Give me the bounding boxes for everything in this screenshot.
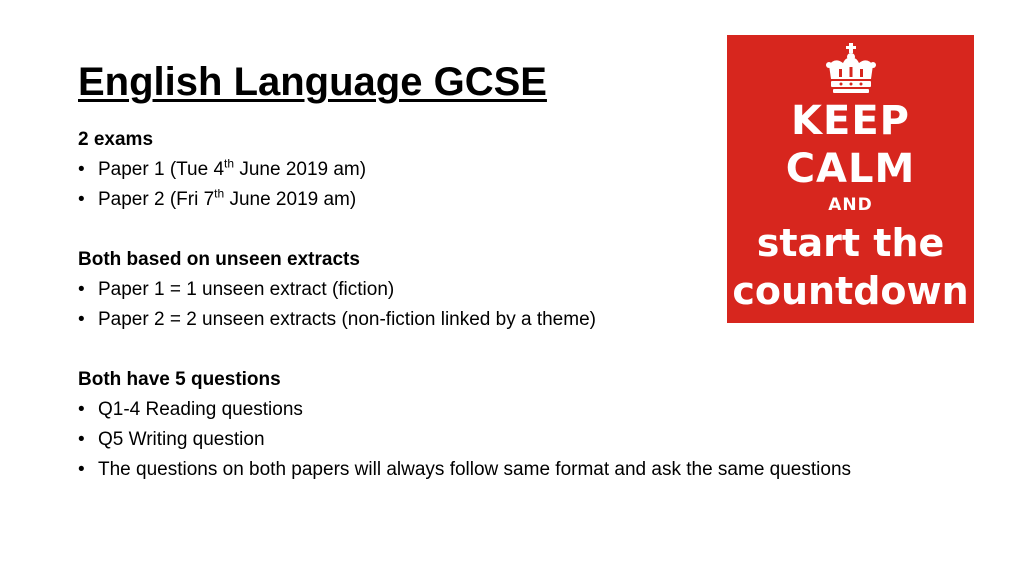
- section-heading-extracts: Both based on unseen extracts: [78, 249, 360, 270]
- crown-icon: [821, 43, 881, 95]
- list-item-text: June 2019 am): [234, 159, 367, 180]
- poster-line-countdown: countdown: [732, 269, 969, 313]
- list-item: • The questions on both papers will always follow same format and ask the same questions: [78, 455, 978, 485]
- poster-line-and: AND: [828, 195, 873, 215]
- list-item: • Paper 2 = 2 unseen extracts (non-fiction linked by a theme): [78, 305, 978, 335]
- section-heading-questions: Both have 5 questions: [78, 369, 281, 390]
- ordinal-suffix: th: [214, 186, 225, 201]
- poster-line-keep: KEEP: [791, 98, 910, 144]
- ordinal-suffix: th: [224, 156, 235, 171]
- list-item: • Q5 Writing question: [78, 425, 978, 455]
- poster-line-start: start the: [756, 221, 945, 265]
- section-heading-exams: 2 exams: [78, 129, 154, 150]
- spacer: [78, 335, 978, 365]
- keep-calm-poster: [727, 35, 974, 323]
- list-item-text: June 2019 am): [224, 189, 357, 210]
- poster-line-calm: CALM: [785, 146, 916, 192]
- list-item-text: Paper 2 (Fri 7: [98, 189, 215, 210]
- list-item-text: Paper 1 (Tue 4: [98, 159, 225, 180]
- slide-title: English Language GCSE: [78, 60, 547, 104]
- list-item: • Paper 1 = 1 unseen extract (fiction): [78, 275, 978, 305]
- list-item: • Q1-4 Reading questions: [78, 395, 978, 425]
